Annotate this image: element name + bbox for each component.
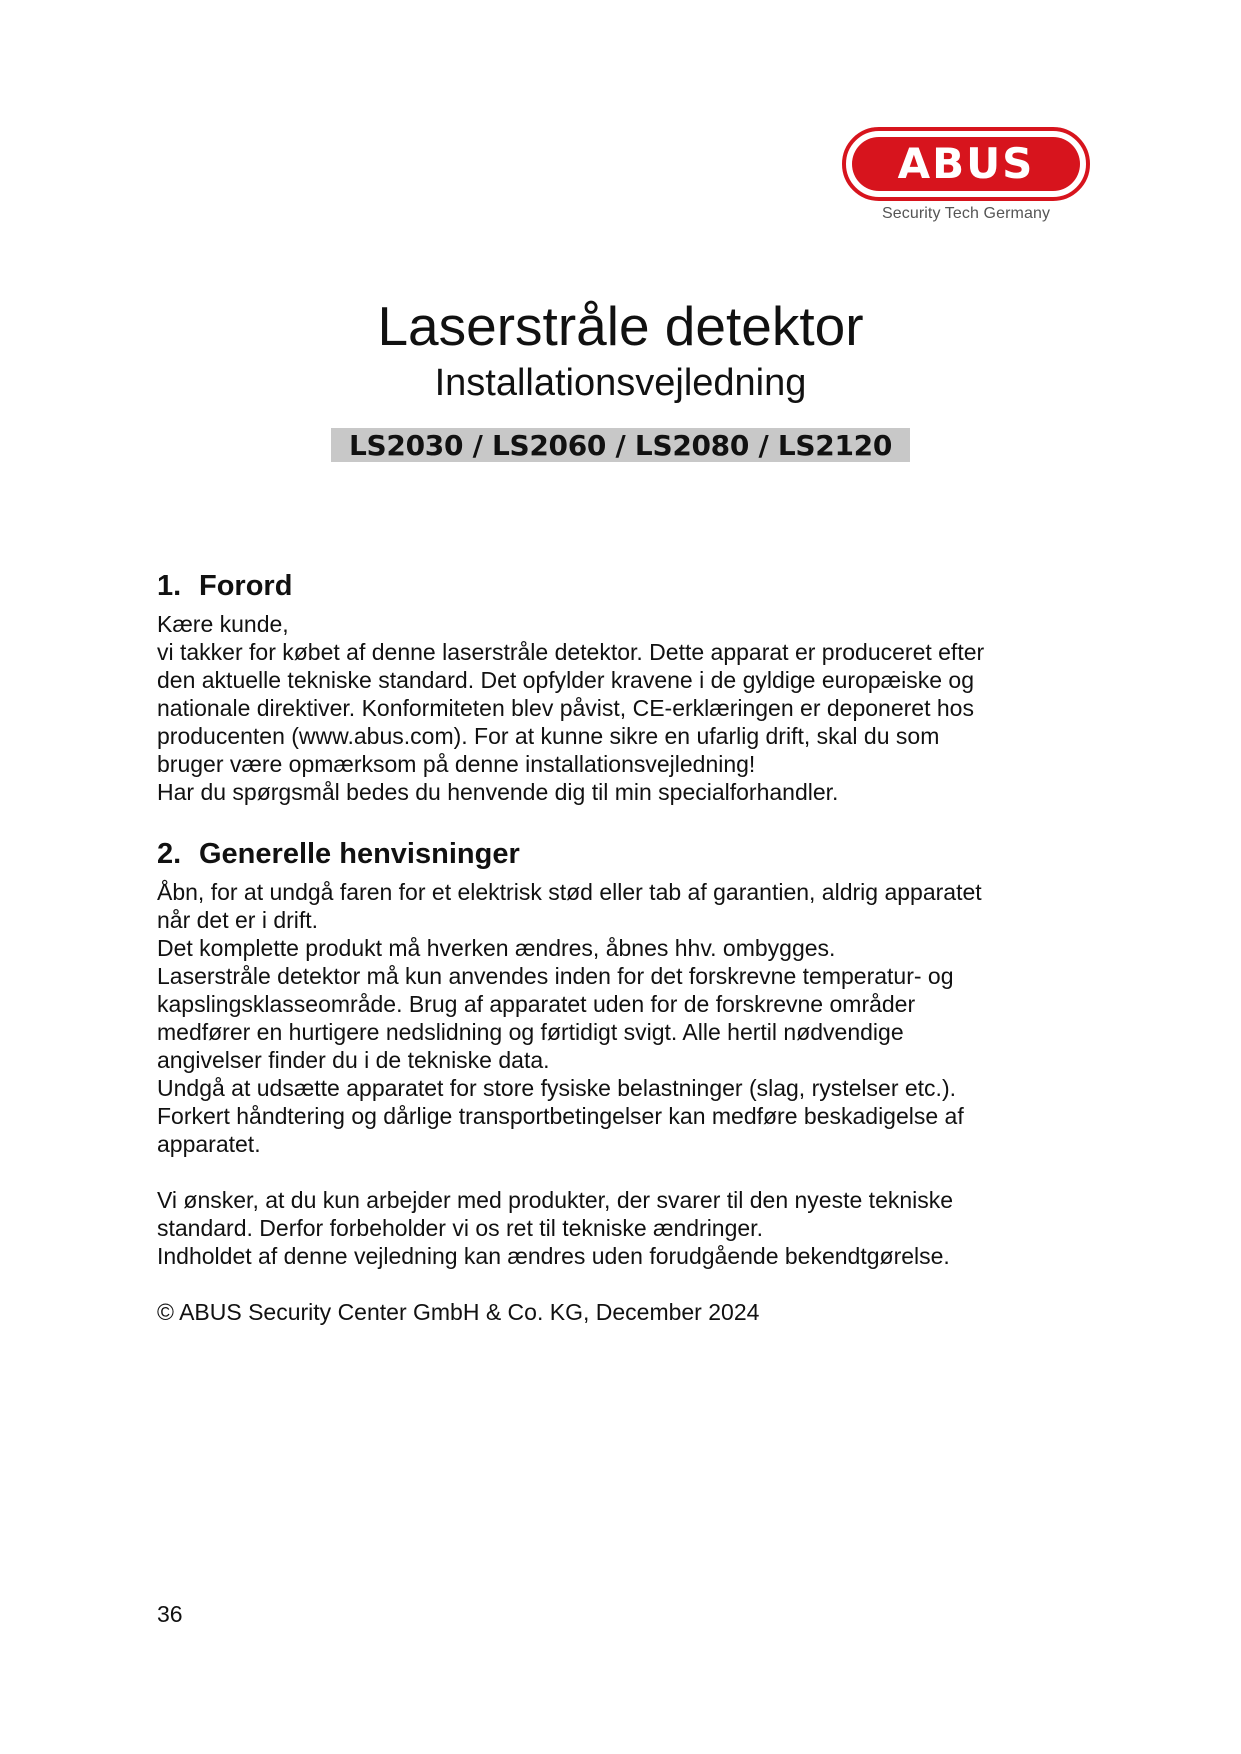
text-line: Det komplette produkt må hverken ændres, åbnes hhv. ombygges. [157, 935, 836, 961]
text-line: standard. Derfor forbeholder vi os ret til tekniske ændringer. [157, 1215, 763, 1241]
text-line: medfører en hurtigere nedslidning og førtidigt svigt. Alle hertil nødvendige [157, 1019, 904, 1045]
text-line: kapslingsklasseområde. Brug af apparatet uden for de forskrevne områder [157, 991, 916, 1017]
section-paragraph [157, 610, 1087, 806]
text-line: Forkert håndtering og dårlige transportbetingelser kan medføre beskadigelse af [157, 1103, 964, 1129]
logo-brand-text: ABUS [897, 139, 1035, 188]
text-line: når det er i drift. [157, 907, 319, 933]
document-subtitle: Installationsvejledning [434, 362, 807, 404]
section-heading [157, 836, 1087, 872]
section-title: Forord [199, 570, 293, 602]
section-foreword [157, 568, 1087, 806]
section-number: 2. [157, 838, 182, 870]
document-title: Laserstråle detektor [377, 295, 864, 357]
copyright-notice: © ABUS Security Center GmbH & Co. KG, December 2024 [157, 1299, 760, 1325]
section-number: 1. [157, 570, 182, 602]
text-line: Kære kunde, [157, 611, 289, 637]
text-line: angivelser finder du i de tekniske data. [157, 1047, 550, 1073]
text-line: producenten (www.abus.com). For at kunne sikre en ufarlig drift, skal du som [157, 723, 940, 749]
logo-tagline: Security Tech Germany [881, 205, 1051, 222]
text-line: den aktuelle tekniske standard. Det opfylder kravene i de gyldige europæiske og [157, 667, 974, 693]
text-line: apparatet. [157, 1131, 261, 1157]
text-line: Laserstråle detektor må kun anvendes inden for det forskrevne temperatur- og [157, 963, 954, 989]
text-line: Indholdet af denne vejledning kan ændres uden forudgående bekendtgørelse. [157, 1243, 950, 1269]
section-paragraph [157, 878, 1087, 1158]
text-line: Undgå at udsætte apparatet for store fysiske belastninger (slag, rystelser etc.). [157, 1075, 956, 1101]
abus-logo-mark [842, 127, 1090, 201]
closing-paragraph [157, 1186, 1087, 1270]
text-line: Vi ønsker, at du kun arbejder med produkter, der svarer til den nyeste tekniske [157, 1187, 954, 1213]
text-line: nationale direktiver. Konformiteten blev påvist, CE-erklæringen er deponeret hos [157, 695, 974, 721]
page-number: 36 [157, 1601, 183, 1627]
text-line: bruger være opmærksom på denne installationsvejledning! [157, 751, 756, 777]
text-line: Åbn, for at undgå faren for et elektrisk stød eller tab af garantien, aldrig apparatet [157, 879, 982, 905]
section-title: Generelle henvisninger [199, 838, 520, 870]
model-list-wrap [0, 428, 1241, 462]
abus-logo [842, 127, 1090, 237]
section-heading [157, 568, 1087, 604]
section-general-notes [157, 836, 1087, 1158]
model-list: LS2030 / LS2060 / LS2080 / LS2120 [331, 428, 910, 462]
text-line: vi takker for købet af denne laserstråle detektor. Dette apparat er produceret efter [157, 639, 985, 665]
text-line: Har du spørgsmål bedes du henvende dig til min specialforhandler. [157, 779, 839, 805]
document-body [157, 568, 1087, 1326]
